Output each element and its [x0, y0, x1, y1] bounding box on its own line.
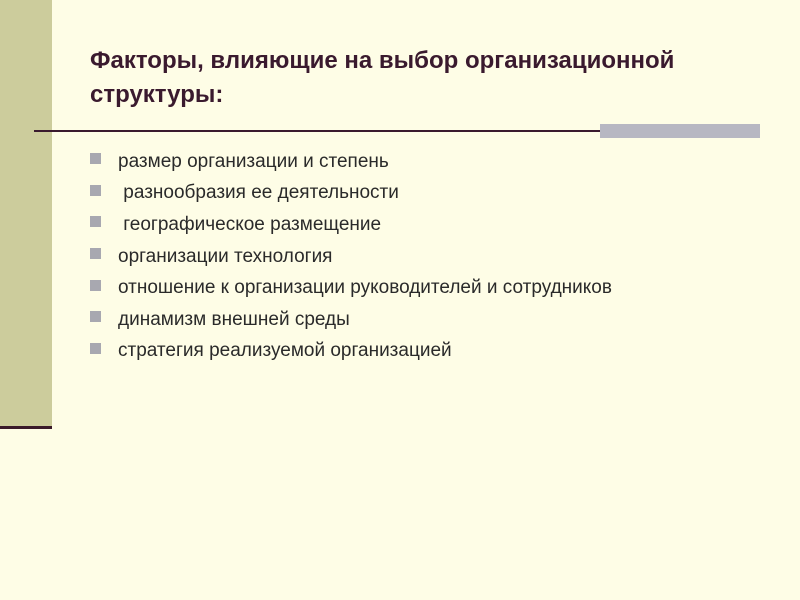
bullet-text: организации технология	[118, 245, 333, 267]
bullet-item	[90, 146, 770, 178]
bullet-item	[90, 272, 770, 304]
square-bullet-icon	[90, 280, 101, 291]
bullet-text: динамизм внешней среды	[118, 308, 350, 330]
bullet-text: размер организации и степень	[118, 150, 389, 172]
bullet-item	[90, 304, 770, 336]
side-decor-underline	[0, 426, 52, 429]
bullet-list	[90, 146, 770, 367]
square-bullet-icon	[90, 153, 101, 164]
bullet-item	[90, 241, 770, 273]
accent-bar	[600, 124, 760, 138]
square-bullet-icon	[90, 216, 101, 227]
square-bullet-icon	[90, 343, 101, 354]
square-bullet-icon	[90, 248, 101, 259]
square-bullet-icon	[90, 311, 101, 322]
bullet-item	[90, 178, 770, 210]
slide-title: Факторы, влияющие на выбор организационной структуры:	[90, 47, 675, 108]
square-bullet-icon	[90, 185, 101, 196]
side-decor-bar	[0, 0, 52, 426]
bullet-text: разнообразия ее деятельности	[118, 182, 399, 204]
bullet-text: отношение к организации руководителей и сотрудников	[118, 277, 612, 299]
bullet-text: географическое размещение	[118, 213, 382, 235]
bullet-item	[90, 209, 770, 241]
bullet-text: стратегия реализуемой организацией	[118, 340, 452, 362]
bullet-item	[90, 336, 770, 368]
